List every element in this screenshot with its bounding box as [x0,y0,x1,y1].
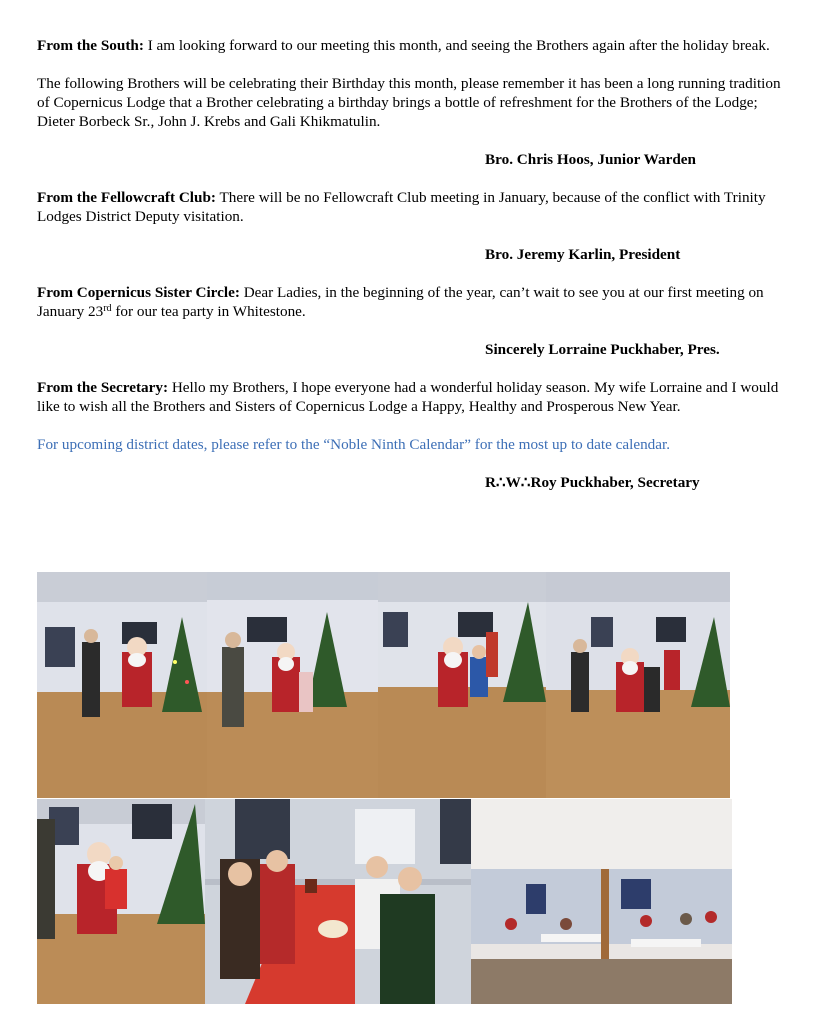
secretary-signature: R∴W∴Roy Puckhaber, Secretary [485,474,700,491]
calendar-link[interactable]: For upcoming district dates, please refer to the “Noble Ninth Calendar” for the most up to date calendar. [37,436,671,453]
birthday-paragraph: The following Brothers will be celebrating their Birthday this month, please remember it has been a long running tradition of Copernicus Lodge that a Brother celebrating a birthday brings a bottle of refreshment for the Brothers of the Lodge; Dieter Borbeck Sr., John J. Krebs and Gali Khikmatulin. [37,75,781,130]
newsletter-page [37,36,782,492]
santa-photo-5 [37,799,205,1004]
fellowcraft-paragraph [37,188,782,226]
fellowcraft-text: There will be no Fellowcraft Club meeting in January, because of the conflict with Trinity Lodges District Deputy visitation. [37,189,766,225]
hall-photo [471,799,732,1004]
sister-circle-text: Dear Ladies, in the beginning of the year, can’t wait to see you at our first meeting on January 23 [37,284,764,320]
party-table-photo [205,799,471,1004]
sister-circle-paragraph [37,283,782,321]
south-text: I am looking forward to our meeting this month, and seeing the Brothers again after the holiday break. [143,37,770,54]
sister-circle-text-end: for our tea party in Whitestone. [111,303,306,320]
santa-photo-3 [378,572,546,798]
fellowcraft-heading: From the Fellowcraft Club: [37,189,216,206]
sister-circle-signature: Sincerely Lorraine Puckhaber, Pres. [485,341,720,358]
sister-circle-heading: From Copernicus Sister Circle: [37,284,240,301]
santa-photo-1 [37,572,207,798]
junior-warden-signature: Bro. Chris Hoos, Junior Warden [485,151,696,168]
president-signature: Bro. Jeremy Karlin, President [485,246,681,263]
secretary-paragraph [37,378,782,416]
santa-photo-2 [207,572,378,798]
photo-collage [37,572,737,1004]
date-ordinal: rd [103,303,112,314]
santa-photo-4 [546,572,730,798]
secretary-text: Hello my Brothers, I hope everyone had a wonderful holiday season. My wife Lorraine and I would like to wish all the Brothers and Sisters of Copernicus Lodge a Happy, Healthy and Prosperous New Year. [37,379,779,415]
secretary-heading: From the Secretary: [37,379,169,396]
south-heading: From the South: [37,37,144,54]
south-paragraph [37,36,782,55]
